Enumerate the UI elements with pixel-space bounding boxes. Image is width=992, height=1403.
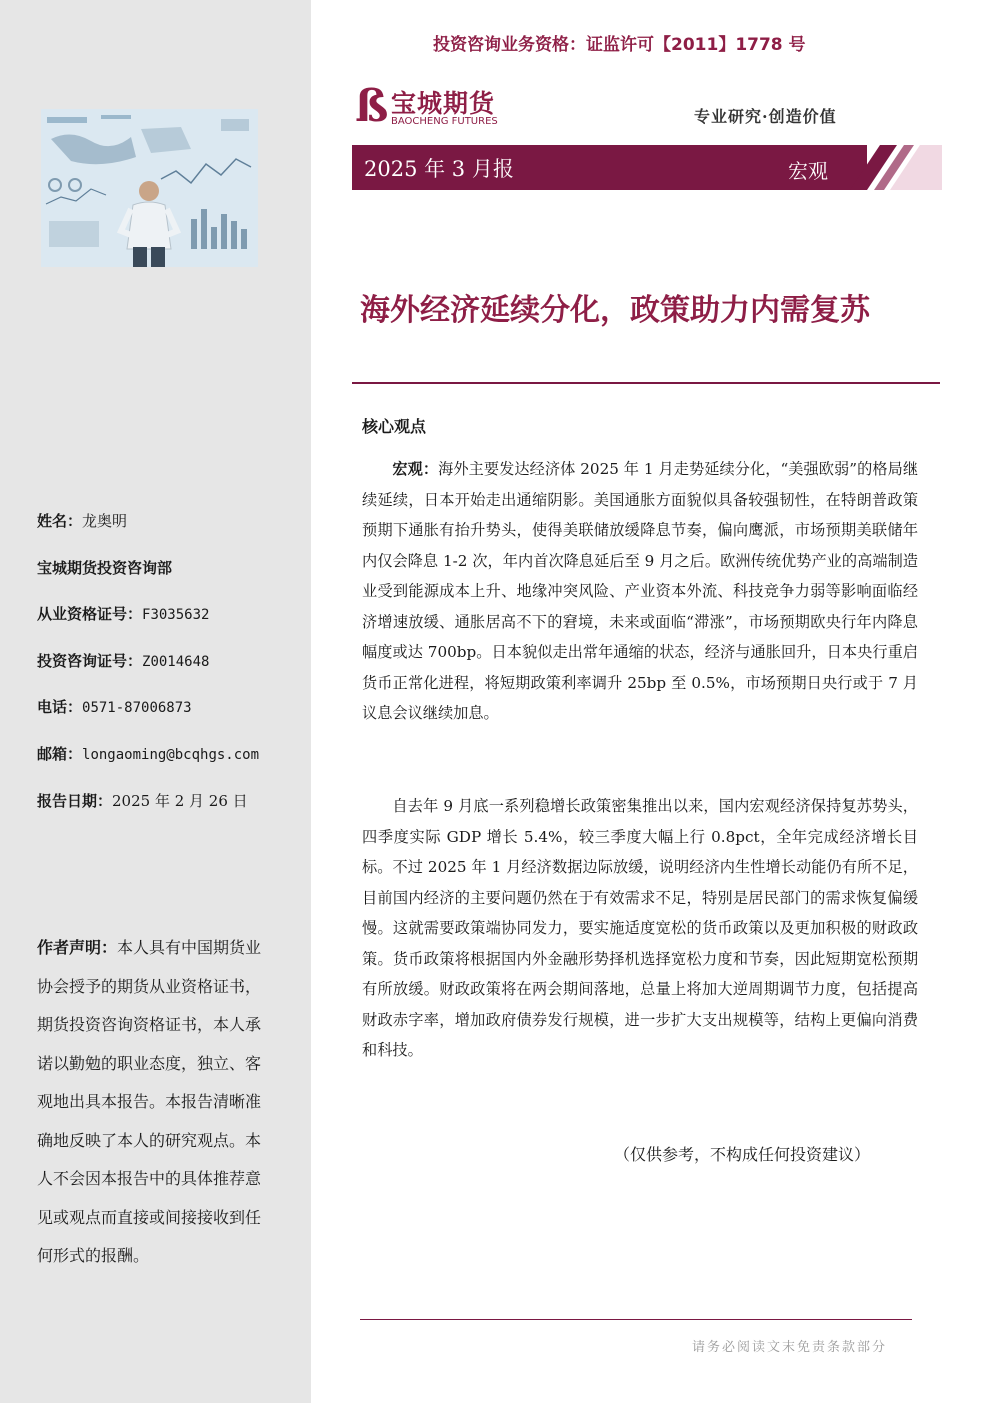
profile-advisory-cert-label: 投资咨询证号： bbox=[37, 652, 143, 670]
logo-mark-icon: ß bbox=[355, 81, 389, 132]
sidebar bbox=[0, 0, 311, 1403]
profile-email bbox=[37, 743, 259, 764]
logo-text-cn: 宝城期货 bbox=[391, 89, 496, 118]
license-line: 投资咨询业务资格：证监许可【2011】1778 号 bbox=[433, 35, 806, 55]
macro-label: 宏观： bbox=[392, 460, 439, 478]
profile-email-value: longaoming@bcqhgs.com bbox=[82, 747, 260, 763]
profile-phone bbox=[37, 696, 192, 717]
report-headline: 海外经济延续分化，政策助力内需复苏 bbox=[360, 293, 870, 328]
profile-report-date-value: 2025 年 2 月 26 日 bbox=[112, 792, 248, 810]
domestic-text: 自去年 9 月底一系列稳增长政策密集推出以来，国内宏观经济保持复苏势头，四季度实际 GDP 增长 5.4%，较三季度大幅上行 0.8pct，全年完成经济增长目标。不过 2025 年 1 月经济数据边际放缓，说明经济内生性增长动能仍有所不足，目前国内经济的主要问题仍然在于有效需求不足，特别是居民部门的需求恢复偏缓慢。这就需要政策端协同发力，要实施适度宽松的货币政策以及更加积极的财政政策。货币政策将根据国内外金融形势择机选择宽松力度和节奏，因此短期宽松预期有所放缓。财政政策将在两会期间落地，总量上将加大逆周期调节力度，包括提高财政赤字率，增加政府债券发行规模，进一步扩大支出规模等，结构上更偏向消费和科技。 bbox=[362, 797, 918, 1059]
slogan: 专业研究·创造价值 bbox=[694, 107, 837, 126]
logo-text-en: BAOCHENG FUTURES bbox=[391, 116, 498, 127]
profile-name-value: 龙奥明 bbox=[82, 512, 128, 530]
profile-department bbox=[37, 557, 172, 578]
report-category: 宏观 bbox=[788, 159, 828, 183]
domestic-paragraph bbox=[362, 791, 918, 1066]
profile-qualification-label: 从业资格证号： bbox=[37, 605, 143, 623]
profile-phone-label: 电话： bbox=[37, 698, 83, 716]
profile-name bbox=[37, 510, 127, 531]
macro-text: 海外主要发达经济体 2025 年 1 月走势延续分化，“美强欧弱”的格局继续延续，日本开始走出通缩阴影。美国通胀方面貌似具备较强韧性，在特朗普政策预期下通胀有抬升势头，使得美联储放缓降息节奏，偏向鹰派，市场预期美联储年内仅会降息 1-2 次，年内首次降息延后至 9 月之后。欧洲传统优势产业的高端制造业受到能源成本上升、地缘冲突风险、产业资本外流、科技竞争力弱等影响面临经济增速放缓、通胀居高不下的窘境，未来或面临“滞涨”，市场预期欧央行年内降息幅度或达 700bp。日本貌似走出常年通缩的状态，经济与通胀回升，日本央行重启货币正常化进程，将短期政策利率调升 25bp 至 0.5%，市场预期日央行或于 7 月议息会议继续加息。 bbox=[362, 460, 919, 722]
macro-paragraph bbox=[362, 454, 918, 729]
analyst-image bbox=[41, 109, 258, 267]
reference-note: （仅供参考，不构成任何投资建议） bbox=[614, 1145, 871, 1164]
banner-stripes-icon bbox=[850, 145, 942, 190]
report-period: 2025 年 3 月报 bbox=[364, 157, 514, 181]
profile-report-date-label: 报告日期： bbox=[37, 792, 113, 810]
profile-phone-value: 0571-87006873 bbox=[82, 700, 192, 716]
profile-qualification bbox=[37, 603, 209, 624]
footer-notice: 请务必阅读文末免责条款部分 bbox=[692, 1340, 888, 1355]
profile-qualification-value: F3035632 bbox=[142, 607, 210, 623]
footer-divider bbox=[360, 1319, 912, 1320]
profile-department-label: 宝城期货投资咨询部 bbox=[37, 559, 173, 577]
profile-name-label: 姓名： bbox=[37, 512, 83, 530]
author-disclaimer-label: 作者声明： bbox=[37, 938, 118, 957]
profile-advisory-cert bbox=[37, 650, 209, 671]
profile-report-date bbox=[37, 790, 248, 811]
headline-divider bbox=[352, 382, 940, 384]
author-disclaimer bbox=[37, 929, 269, 1276]
hero-illustration bbox=[41, 109, 258, 267]
section-title: 核心观点 bbox=[362, 417, 427, 436]
profile-advisory-cert-value: Z0014648 bbox=[142, 654, 210, 670]
company-logo bbox=[355, 81, 525, 132]
author-disclaimer-text: 本人具有中国期货业协会授予的期货从业资格证书，期货投资咨询资格证书，本人承诺以勤勉的职业态度，独立、客观地出具本报告。本报告清晰准确地反映了本人的研究观点。本人不会因本报告中的具体推荐意见或观点而直接或间接接收到任何形式的报酬。 bbox=[37, 938, 262, 1265]
profile-email-label: 邮箱： bbox=[37, 745, 83, 763]
